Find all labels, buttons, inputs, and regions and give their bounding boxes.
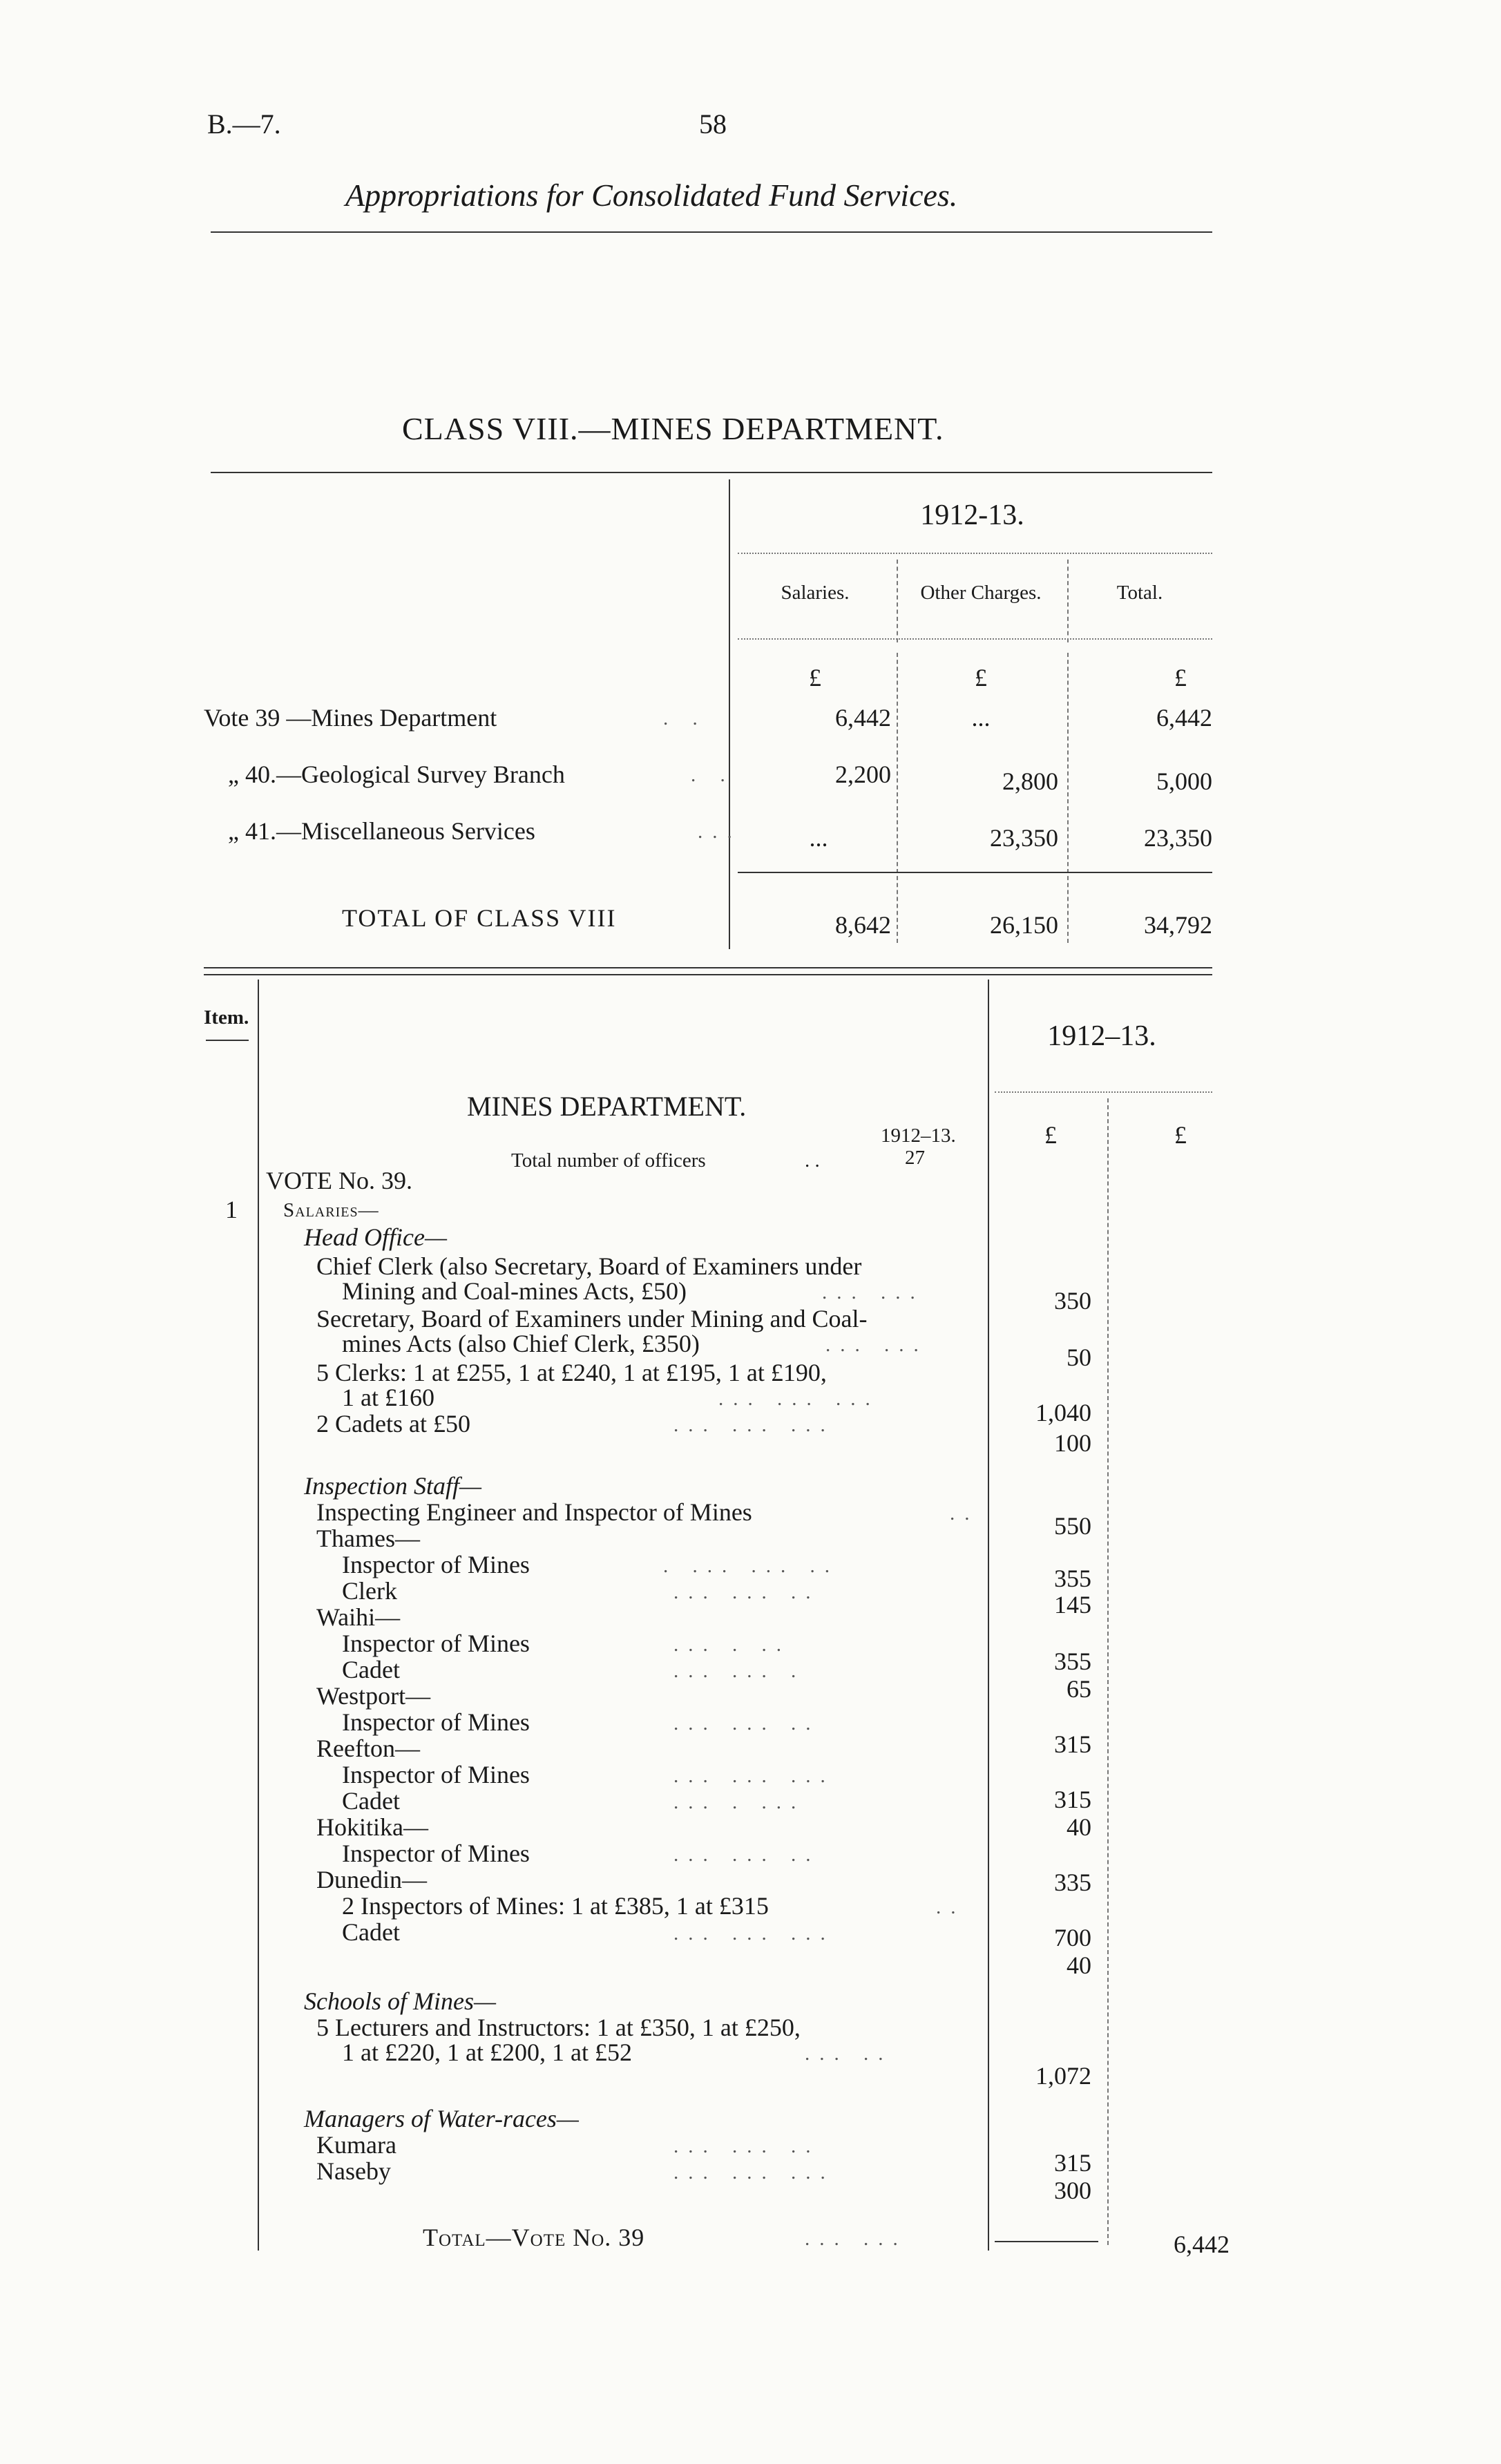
- summary-row-total: 5,000: [1156, 767, 1212, 795]
- leader-dots: ... ... ...: [673, 2161, 835, 2184]
- leader-dots: . .: [805, 1149, 820, 1172]
- line-amount: 50: [1067, 1344, 1091, 1371]
- summary-year: 1912-13.: [920, 499, 1024, 531]
- leader-dots: ... . ..: [673, 1634, 791, 1656]
- total-vote-amount: 6,442: [1174, 2231, 1230, 2258]
- summary-row-other: 23,350: [990, 824, 1058, 852]
- leader-dots: ... ...: [822, 1281, 925, 1303]
- document-reference: B.—7.: [207, 108, 281, 140]
- line-text: Secretary, Board of Examiners under Mining and Coal-: [316, 1305, 868, 1333]
- inspection-text: Westport—: [316, 1682, 431, 1710]
- inspection-text: Thames—: [316, 1525, 420, 1552]
- inspection-amount: 145: [1054, 1591, 1091, 1618]
- leader-dots: ..: [936, 1896, 966, 1918]
- dept-title: MINES DEPARTMENT.: [467, 1091, 747, 1122]
- summary-body-divider-1: [897, 653, 898, 943]
- leader-dots: ... ..: [805, 2043, 893, 2065]
- item-number: 1: [225, 1196, 238, 1223]
- summary-total-salaries: 8,642: [835, 911, 891, 939]
- inspection-amount: 355: [1054, 1648, 1091, 1675]
- summary-divider: [729, 479, 730, 949]
- inspection-text: Inspecting Engineer and Inspector of Mines: [316, 1498, 752, 1526]
- inspection-staff-label: Inspection Staff—: [304, 1472, 481, 1500]
- leader-dots: ...: [698, 821, 742, 843]
- summary-row-other: 2,800: [1002, 767, 1058, 795]
- line-text: Mining and Coal-mines Acts, £50): [342, 1277, 687, 1305]
- title-rule: [211, 231, 1212, 233]
- summary-row-label: Vote 39 —Mines Department: [204, 704, 497, 732]
- leader-dots: ... ... ..: [673, 1581, 821, 1603]
- vote-label: VOTE No. 39.: [266, 1167, 412, 1194]
- water-text: Naseby: [316, 2157, 391, 2185]
- schools-text: 5 Lecturers and Instructors: 1 at £350, 1 at £250,: [316, 2014, 801, 2041]
- summary-bottom-rule-2: [204, 974, 1212, 975]
- officers-year: 1912–13.: [881, 1125, 956, 1147]
- water-amount: 315: [1054, 2149, 1091, 2177]
- salaries-label: Salaries—: [283, 1199, 379, 1221]
- leader-dots: ... ... ..: [673, 1712, 821, 1735]
- item-column-divider: [258, 980, 259, 2251]
- summary-header-rule: [738, 638, 1212, 640]
- schools-text: 1 at £220, 1 at £200, 1 at £52: [342, 2038, 632, 2066]
- item-header: Item.: [204, 1006, 249, 1029]
- summary-row-total: 6,442: [1156, 704, 1212, 732]
- inspection-amount: 315: [1054, 1786, 1091, 1813]
- inspection-text: Reefton—: [316, 1735, 420, 1762]
- inspection-text: Cadet: [342, 1656, 400, 1683]
- summary-row-salaries: 6,442: [835, 704, 891, 732]
- total-rule: [995, 2241, 1098, 2242]
- summary-total-total: 34,792: [1144, 911, 1212, 939]
- inspection-amount: 40: [1067, 1813, 1091, 1841]
- officers-count: 27: [905, 1147, 925, 1169]
- amount-column-divider: [988, 980, 989, 2251]
- summary-total-rule: [738, 872, 1212, 873]
- line-amount: 100: [1054, 1429, 1091, 1457]
- summary-total-other: 26,150: [990, 911, 1058, 939]
- amount-subcolumn-divider: [1107, 1098, 1109, 2245]
- total-vote-label: Total—Vote No. 39: [423, 2224, 645, 2251]
- summary-row-other: ...: [971, 704, 991, 732]
- inspection-text: Waihi—: [316, 1603, 401, 1631]
- summary-currency-total: £: [1174, 664, 1187, 691]
- water-races-label: Managers of Water-races—: [304, 2105, 579, 2132]
- summary-row-salaries: 2,200: [835, 761, 891, 788]
- inspection-text: Clerk: [342, 1577, 397, 1605]
- schools-amount: 1,072: [1035, 2062, 1091, 2090]
- leader-dots: ..: [950, 1502, 979, 1525]
- summary-row-salaries: ...: [809, 824, 828, 852]
- line-text: 1 at £160: [342, 1384, 434, 1411]
- leader-dots: ... ... .: [673, 1660, 806, 1682]
- water-amount: 300: [1054, 2177, 1091, 2204]
- summary-top-rule: [211, 472, 1212, 473]
- class-heading: CLASS VIII.—MINES DEPARTMENT.: [402, 411, 944, 446]
- leader-dots: ... ... ...: [718, 1388, 880, 1410]
- inspection-amount: 700: [1054, 1924, 1091, 1951]
- summary-col-other: Other Charges.: [920, 582, 1042, 604]
- head-office-label: Head Office—: [304, 1223, 447, 1251]
- summary-bottom-rule: [204, 967, 1212, 968]
- inspection-text: Cadet: [342, 1787, 400, 1815]
- leader-dots: ... . ...: [673, 1791, 806, 1813]
- summary-row-label: „ 41.—Miscellaneous Services: [228, 817, 535, 845]
- leader-dots: ... ...: [825, 1334, 928, 1356]
- summary-row-total: 23,350: [1144, 824, 1212, 852]
- detail-year-rule: [995, 1091, 1212, 1093]
- inspection-amount: 335: [1054, 1869, 1091, 1896]
- inspection-text: Hokitika—: [316, 1813, 428, 1841]
- leader-dots: ... ... ..: [673, 1844, 821, 1866]
- page-title: Appropriations for Consolidated Fund Services.: [345, 178, 958, 213]
- leader-dots: . .: [663, 707, 707, 729]
- inspection-amount: 550: [1054, 1512, 1091, 1540]
- line-amount: 350: [1054, 1287, 1091, 1315]
- line-text: 5 Clerks: 1 at £255, 1 at £240, 1 at £195, 1 at £190,: [316, 1359, 827, 1386]
- line-amount: 1,040: [1035, 1399, 1091, 1426]
- inspection-text: 2 Inspectors of Mines: 1 at £385, 1 at £315: [342, 1892, 769, 1920]
- detail-currency-1: £: [1044, 1121, 1057, 1149]
- inspection-text: Inspector of Mines: [342, 1708, 530, 1736]
- leader-dots: ... ... ..: [673, 2135, 821, 2157]
- inspection-amount: 40: [1067, 1951, 1091, 1979]
- line-text: Chief Clerk (also Secretary, Board of Examiners under: [316, 1252, 862, 1280]
- inspection-text: Dunedin—: [316, 1866, 427, 1893]
- schools-label: Schools of Mines—: [304, 1987, 496, 2015]
- inspection-text: Inspector of Mines: [342, 1551, 530, 1578]
- leader-dots: . .: [691, 764, 735, 786]
- summary-body-divider-2: [1067, 653, 1069, 943]
- line-text: mines Acts (also Chief Clerk, £350): [342, 1330, 700, 1357]
- inspection-amount: 355: [1054, 1565, 1091, 1592]
- item-header-rule: [206, 1040, 249, 1041]
- inspection-text: Inspector of Mines: [342, 1630, 530, 1657]
- summary-row-label: „ 40.—Geological Survey Branch: [228, 761, 565, 788]
- water-text: Kumara: [316, 2131, 396, 2159]
- inspection-amount: 315: [1054, 1730, 1091, 1758]
- detail-year: 1912–13.: [1047, 1020, 1156, 1052]
- summary-currency-salaries: £: [809, 664, 821, 691]
- leader-dots: . ... ... ..: [663, 1555, 839, 1577]
- inspection-text: Cadet: [342, 1918, 400, 1946]
- summary-total-label: TOTAL OF CLASS VIII: [342, 904, 617, 932]
- line-text: 2 Cadets at £50: [316, 1410, 470, 1438]
- leader-dots: ... ... ...: [673, 1922, 835, 1945]
- summary-year-rule: [738, 553, 1212, 554]
- summary-col-divider-2: [1067, 560, 1069, 642]
- summary-col-salaries: Salaries.: [781, 582, 850, 604]
- leader-dots: ... ...: [805, 2228, 908, 2250]
- officers-label: Total number of officers: [511, 1149, 706, 1172]
- summary-col-total: Total.: [1116, 582, 1163, 604]
- inspection-amount: 65: [1067, 1675, 1091, 1703]
- detail-currency-2: £: [1174, 1121, 1187, 1149]
- inspection-text: Inspector of Mines: [342, 1761, 530, 1788]
- inspection-text: Inspector of Mines: [342, 1840, 530, 1867]
- leader-dots: ... ... ...: [673, 1765, 835, 1787]
- leader-dots: ... ... ...: [673, 1414, 835, 1436]
- summary-currency-other: £: [975, 664, 987, 691]
- page-number: 58: [699, 108, 727, 140]
